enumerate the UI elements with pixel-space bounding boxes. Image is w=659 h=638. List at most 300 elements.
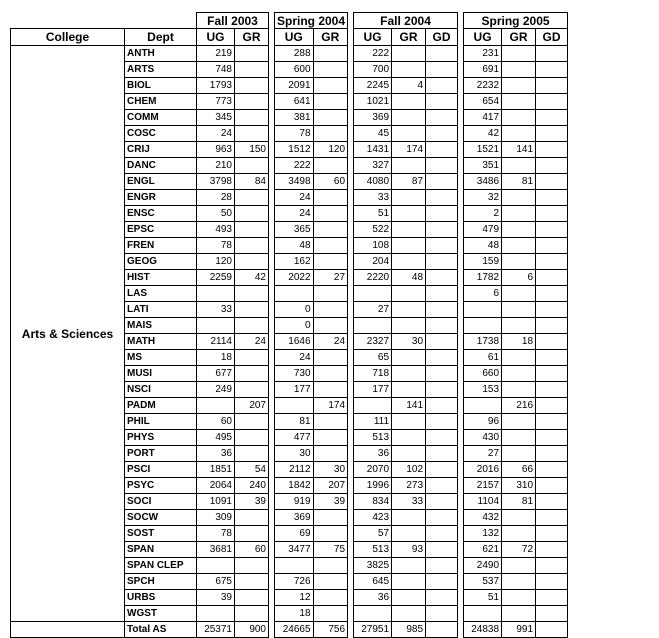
dept-cell: EPSC (125, 222, 197, 238)
value-cell (392, 574, 426, 590)
value-cell (536, 478, 568, 494)
dept-cell: URBS (125, 590, 197, 606)
value-cell (426, 78, 458, 94)
value-cell (426, 494, 458, 510)
value-cell (313, 446, 348, 462)
value-cell: 207 (313, 478, 348, 494)
value-cell: 365 (275, 222, 314, 238)
value-cell: 78 (197, 238, 235, 254)
value-cell: 30 (313, 462, 348, 478)
value-cell: 78 (197, 526, 235, 542)
value-cell: 25371 (197, 622, 235, 638)
value-cell (536, 574, 568, 590)
value-cell: 309 (197, 510, 235, 526)
value-cell: 81 (275, 414, 314, 430)
value-cell: 2022 (275, 270, 314, 286)
value-cell: 24838 (464, 622, 502, 638)
value-cell: 222 (354, 46, 392, 62)
value-cell: 39 (235, 494, 269, 510)
value-cell (313, 382, 348, 398)
dept-cell: SPAN (125, 542, 197, 558)
value-cell (502, 590, 536, 606)
value-cell (464, 302, 502, 318)
value-cell: 2232 (464, 78, 502, 94)
value-cell (536, 206, 568, 222)
value-cell (536, 110, 568, 126)
value-cell (502, 446, 536, 462)
dept-cell: CHEM (125, 94, 197, 110)
term-fall-2004: Fall 2004 (354, 13, 458, 29)
value-cell: 495 (197, 430, 235, 446)
dept-cell: SPCH (125, 574, 197, 590)
value-cell (354, 398, 392, 414)
value-cell (502, 206, 536, 222)
value-cell: 177 (275, 382, 314, 398)
value-cell (426, 62, 458, 78)
value-cell (502, 286, 536, 302)
dept-cell: PSCI (125, 462, 197, 478)
value-cell: 2091 (275, 78, 314, 94)
value-cell (235, 238, 269, 254)
value-cell: 4080 (354, 174, 392, 190)
value-cell (426, 286, 458, 302)
dept-cell: SOCW (125, 510, 197, 526)
value-cell (392, 382, 426, 398)
dept-cell: ENGR (125, 190, 197, 206)
value-cell: 430 (464, 430, 502, 446)
value-cell: 2112 (275, 462, 314, 478)
value-cell: 65 (354, 350, 392, 366)
value-cell: 24 (275, 190, 314, 206)
dept-cell: PHYS (125, 430, 197, 446)
value-cell: 60 (313, 174, 348, 190)
value-cell: 3486 (464, 174, 502, 190)
value-cell: 2070 (354, 462, 392, 478)
value-cell (502, 94, 536, 110)
value-cell: 522 (354, 222, 392, 238)
value-cell (502, 126, 536, 142)
value-cell: 2 (464, 206, 502, 222)
value-cell (502, 62, 536, 78)
value-cell: 93 (392, 542, 426, 558)
total-row (11, 622, 568, 638)
value-cell (235, 158, 269, 174)
dept-cell: ANTH (125, 46, 197, 62)
value-cell (426, 366, 458, 382)
value-cell (354, 318, 392, 334)
value-cell: 327 (354, 158, 392, 174)
value-cell (536, 526, 568, 542)
value-cell: 39 (197, 590, 235, 606)
value-cell (536, 366, 568, 382)
value-cell: 120 (313, 142, 348, 158)
value-cell: 141 (392, 398, 426, 414)
value-cell: 48 (275, 238, 314, 254)
value-cell (426, 526, 458, 542)
value-cell: 6 (464, 286, 502, 302)
value-cell (426, 334, 458, 350)
value-cell (235, 126, 269, 142)
value-cell: 18 (275, 606, 314, 622)
value-cell (235, 590, 269, 606)
value-cell (536, 414, 568, 430)
value-cell (313, 574, 348, 590)
value-cell (275, 398, 314, 414)
value-cell (235, 110, 269, 126)
value-cell: 30 (275, 446, 314, 462)
value-cell (392, 526, 426, 542)
value-cell (392, 158, 426, 174)
dept-cell: SPAN CLEP (125, 558, 197, 574)
value-cell: 675 (197, 574, 235, 590)
value-cell: 207 (235, 398, 269, 414)
value-cell (275, 558, 314, 574)
value-cell (502, 318, 536, 334)
value-cell (235, 78, 269, 94)
dept-cell: MATH (125, 334, 197, 350)
value-cell: 1738 (464, 334, 502, 350)
value-cell: 222 (275, 158, 314, 174)
value-cell (392, 190, 426, 206)
value-cell (464, 398, 502, 414)
value-cell (392, 110, 426, 126)
col-header-ug: UG (197, 29, 235, 46)
value-cell: 773 (197, 94, 235, 110)
value-cell (235, 206, 269, 222)
value-cell: 81 (502, 174, 536, 190)
college-cell-empty (11, 622, 125, 638)
value-cell: 1782 (464, 270, 502, 286)
value-cell (464, 606, 502, 622)
value-cell: 2016 (464, 462, 502, 478)
value-cell (502, 414, 536, 430)
value-cell (502, 46, 536, 62)
value-cell: 102 (392, 462, 426, 478)
value-cell: 660 (464, 366, 502, 382)
dept-cell: HIST (125, 270, 197, 286)
value-cell: 216 (502, 398, 536, 414)
value-cell (197, 318, 235, 334)
dept-cell: MUSI (125, 366, 197, 382)
value-cell: 219 (197, 46, 235, 62)
value-cell (392, 430, 426, 446)
value-cell (313, 206, 348, 222)
value-cell: 645 (354, 574, 392, 590)
value-cell: 75 (313, 542, 348, 558)
value-cell (392, 446, 426, 462)
dept-cell: BIOL (125, 78, 197, 94)
value-cell (536, 78, 568, 94)
value-cell (235, 62, 269, 78)
value-cell (502, 574, 536, 590)
dept-header: Dept (125, 29, 197, 46)
term-spring-2005: Spring 2005 (464, 13, 568, 29)
value-cell (426, 446, 458, 462)
col-header-ug: UG (275, 29, 314, 46)
value-cell (426, 510, 458, 526)
value-cell (392, 318, 426, 334)
value-cell: 1104 (464, 494, 502, 510)
value-cell (313, 190, 348, 206)
value-cell: 963 (197, 142, 235, 158)
value-cell (502, 382, 536, 398)
value-cell: 513 (354, 430, 392, 446)
value-cell: 0 (275, 302, 314, 318)
value-cell: 345 (197, 110, 235, 126)
value-cell (235, 430, 269, 446)
value-cell (235, 350, 269, 366)
value-cell: 718 (354, 366, 392, 382)
value-cell (235, 526, 269, 542)
value-cell: 6 (502, 270, 536, 286)
value-cell: 50 (197, 206, 235, 222)
value-cell (426, 430, 458, 446)
value-cell: 96 (464, 414, 502, 430)
value-cell (392, 558, 426, 574)
value-cell: 28 (197, 190, 235, 206)
value-cell (313, 62, 348, 78)
value-cell: 51 (464, 590, 502, 606)
value-cell: 1521 (464, 142, 502, 158)
value-cell (313, 254, 348, 270)
value-cell (426, 110, 458, 126)
value-cell (502, 238, 536, 254)
value-cell (536, 94, 568, 110)
value-cell (426, 254, 458, 270)
value-cell (536, 542, 568, 558)
value-cell (426, 94, 458, 110)
dept-cell: WGST (125, 606, 197, 622)
value-cell (426, 606, 458, 622)
value-cell (392, 94, 426, 110)
dept-cell: SOST (125, 526, 197, 542)
dept-cell: Total AS (125, 622, 197, 638)
value-cell (392, 606, 426, 622)
value-cell (536, 46, 568, 62)
value-cell (426, 382, 458, 398)
value-cell: 3798 (197, 174, 235, 190)
value-cell: 369 (275, 510, 314, 526)
value-cell (313, 302, 348, 318)
value-cell (536, 622, 568, 638)
enrollment-table (10, 12, 568, 638)
value-cell (426, 558, 458, 574)
value-cell (313, 78, 348, 94)
value-cell: 24 (275, 350, 314, 366)
value-cell (197, 398, 235, 414)
value-cell: 432 (464, 510, 502, 526)
value-cell: 900 (235, 622, 269, 638)
term-spring-2004: Spring 2004 (275, 13, 348, 29)
value-cell (426, 158, 458, 174)
value-cell (392, 62, 426, 78)
value-cell (426, 478, 458, 494)
value-cell: 204 (354, 254, 392, 270)
value-cell: 3498 (275, 174, 314, 190)
value-cell (502, 190, 536, 206)
dept-cell: SOCI (125, 494, 197, 510)
value-cell: 36 (354, 446, 392, 462)
value-cell (313, 238, 348, 254)
value-cell (235, 318, 269, 334)
corner-blank (11, 13, 125, 29)
value-cell (392, 286, 426, 302)
value-cell: 33 (392, 494, 426, 510)
value-cell: 57 (354, 526, 392, 542)
value-cell (426, 142, 458, 158)
value-cell: 87 (392, 174, 426, 190)
value-cell (235, 382, 269, 398)
value-cell: 240 (235, 478, 269, 494)
value-cell: 18 (197, 350, 235, 366)
value-cell (313, 414, 348, 430)
value-cell (235, 254, 269, 270)
value-cell: 33 (197, 302, 235, 318)
value-cell (392, 366, 426, 382)
value-cell (354, 606, 392, 622)
value-cell (235, 606, 269, 622)
value-cell: 36 (354, 590, 392, 606)
value-cell: 141 (502, 142, 536, 158)
value-cell (536, 382, 568, 398)
value-cell: 60 (235, 542, 269, 558)
value-cell (392, 590, 426, 606)
value-cell (536, 286, 568, 302)
value-cell (235, 574, 269, 590)
dept-cell: PSYC (125, 478, 197, 494)
college-header: College (11, 29, 125, 46)
value-cell (313, 590, 348, 606)
value-cell (536, 334, 568, 350)
value-cell: 1793 (197, 78, 235, 94)
value-cell (392, 206, 426, 222)
value-cell: 249 (197, 382, 235, 398)
dept-cell: CRIJ (125, 142, 197, 158)
value-cell (275, 286, 314, 302)
value-cell (313, 126, 348, 142)
value-cell: 24 (313, 334, 348, 350)
value-cell: 1646 (275, 334, 314, 350)
value-cell: 730 (275, 366, 314, 382)
value-cell: 231 (464, 46, 502, 62)
value-cell (235, 414, 269, 430)
value-cell: 24 (235, 334, 269, 350)
value-cell (426, 190, 458, 206)
value-cell: 2220 (354, 270, 392, 286)
value-cell (392, 222, 426, 238)
value-cell (426, 46, 458, 62)
value-cell (235, 558, 269, 574)
value-cell: 32 (464, 190, 502, 206)
col-header-gr: GR (502, 29, 536, 46)
value-cell (536, 142, 568, 158)
value-cell (235, 222, 269, 238)
value-cell (502, 158, 536, 174)
value-cell (426, 574, 458, 590)
value-cell (426, 542, 458, 558)
value-cell: 24 (275, 206, 314, 222)
value-cell: 27 (354, 302, 392, 318)
value-cell: 174 (392, 142, 426, 158)
value-cell (536, 558, 568, 574)
value-cell: 159 (464, 254, 502, 270)
value-cell: 288 (275, 46, 314, 62)
value-cell (536, 606, 568, 622)
value-cell (426, 622, 458, 638)
value-cell: 42 (464, 126, 502, 142)
value-cell (502, 558, 536, 574)
value-cell (536, 494, 568, 510)
value-cell (536, 126, 568, 142)
dept-cell: DANC (125, 158, 197, 174)
value-cell (536, 190, 568, 206)
value-cell (313, 350, 348, 366)
col-header-ug: UG (464, 29, 502, 46)
value-cell: 45 (354, 126, 392, 142)
value-cell (464, 318, 502, 334)
value-cell (313, 158, 348, 174)
value-cell: 310 (502, 478, 536, 494)
college-cell: Arts & Sciences (11, 46, 125, 622)
value-cell (426, 590, 458, 606)
value-cell: 0 (275, 318, 314, 334)
value-cell (313, 94, 348, 110)
col-header-gr: GR (313, 29, 348, 46)
value-cell (197, 606, 235, 622)
value-cell: 700 (354, 62, 392, 78)
value-cell (536, 238, 568, 254)
value-cell (536, 590, 568, 606)
value-cell (502, 526, 536, 542)
value-cell (197, 286, 235, 302)
dept-cell: LATI (125, 302, 197, 318)
value-cell: 27 (464, 446, 502, 462)
value-cell: 726 (275, 574, 314, 590)
value-cell: 834 (354, 494, 392, 510)
value-cell (426, 318, 458, 334)
value-cell (235, 510, 269, 526)
value-cell (536, 270, 568, 286)
value-cell (197, 558, 235, 574)
value-cell: 3681 (197, 542, 235, 558)
column-header-row (11, 29, 568, 46)
value-cell (426, 238, 458, 254)
value-cell: 81 (502, 494, 536, 510)
dept-cell: PADM (125, 398, 197, 414)
value-cell: 120 (197, 254, 235, 270)
value-cell (536, 158, 568, 174)
value-cell: 1431 (354, 142, 392, 158)
value-cell (426, 302, 458, 318)
value-cell (392, 46, 426, 62)
value-cell: 69 (275, 526, 314, 542)
value-cell (502, 78, 536, 94)
dept-cell: LAS (125, 286, 197, 302)
dept-cell: NSCI (125, 382, 197, 398)
value-cell: 162 (275, 254, 314, 270)
value-cell (426, 126, 458, 142)
value-cell (313, 366, 348, 382)
value-cell (313, 222, 348, 238)
value-cell (313, 606, 348, 622)
dept-cell: MS (125, 350, 197, 366)
value-cell (502, 606, 536, 622)
value-cell: 985 (392, 622, 426, 638)
value-cell (536, 350, 568, 366)
dept-cell: MAIS (125, 318, 197, 334)
value-cell: 18 (502, 334, 536, 350)
table-body (11, 46, 568, 638)
